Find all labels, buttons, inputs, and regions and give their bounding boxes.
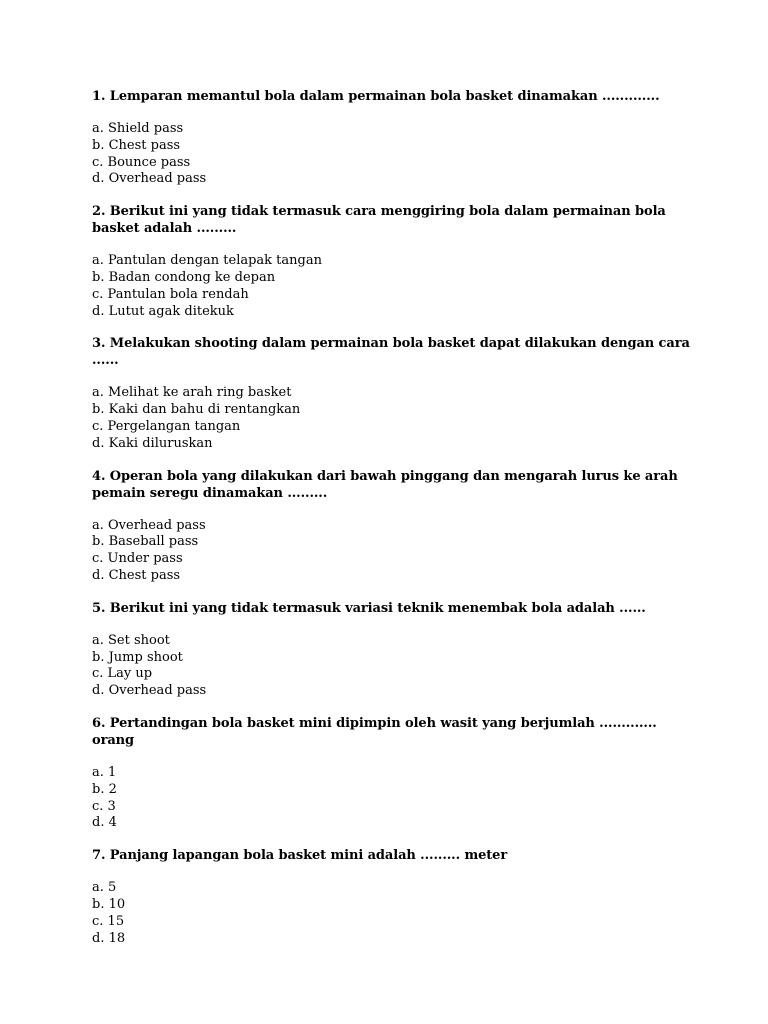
option-b: b. Chest pass [92,137,181,153]
option-c: c. 3 [92,798,116,814]
option-b: b. Baseball pass [92,534,199,550]
option-c: c. 15 [92,913,125,929]
question-1 [92,88,692,188]
option-d: d. Chest pass [92,567,181,583]
option-d: d. 18 [92,930,126,946]
question-6 [92,715,692,832]
option-a: a. Set shoot [92,632,170,648]
question-text: 4. Operan bola yang dilakukan dari bawah pinggang dan mengarah lurus ke arah pemain seregu dinamakan ......... [92,468,678,501]
option-b: b. Jump shoot [92,649,183,665]
question-text: 6. Pertandingan bola basket mini dipimpin oleh wasit yang berjumlah ............. orang [92,715,657,748]
option-a: a. Melihat ke arah ring basket [92,385,292,401]
option-b: b. 2 [92,781,117,797]
option-d: d. 4 [92,815,117,831]
option-a: a. Pantulan dengan telapak tangan [92,253,322,269]
question-4 [92,468,692,585]
option-c: c. Lay up [92,666,153,682]
question-2 [92,203,692,320]
option-c: c. Under pass [92,551,183,567]
option-b: b. Kaki dan bahu di rentangkan [92,402,301,418]
option-b: b. 10 [92,896,126,912]
option-a: a. Shield pass [92,121,184,136]
option-list [92,633,692,700]
option-list [92,253,692,320]
option-d: d. Overhead pass [92,171,207,187]
question-text: 7. Panjang lapangan bola basket mini adalah ......... meter [92,848,508,864]
question-5 [92,600,692,700]
option-b: b. Badan condong ke depan [92,269,276,285]
option-list [92,765,692,832]
option-c: c. Pergelangan tangan [92,418,241,434]
option-list [92,385,692,452]
option-a: a. 5 [92,880,117,896]
option-c: c. Pantulan bola rendah [92,286,249,302]
option-a: a. 1 [92,764,117,780]
option-d: d. Overhead pass [92,683,207,699]
question-text: 3. Melakukan shooting dalam permainan bola basket dapat dilakukan dengan cara ...... [92,336,690,369]
question-text: 1. Lemparan memantul bola dalam permainan bola basket dinamakan ............. [92,89,660,104]
question-7 [92,847,692,947]
document-page [92,88,692,947]
option-d: d. Kaki diluruskan [92,435,213,451]
question-3 [92,335,692,452]
option-list [92,121,692,188]
question-text: 2. Berikut ini yang tidak termasuk cara menggiring bola dalam permainan bola basket adalah ......... [92,204,666,237]
question-text: 5. Berikut ini yang tidak termasuk variasi teknik menembak bola adalah ...... [92,600,646,616]
option-a: a. Overhead pass [92,517,206,533]
option-list [92,518,692,585]
option-list [92,880,692,947]
option-c: c. Bounce pass [92,154,191,170]
option-d: d. Lutut agak ditekuk [92,303,234,319]
